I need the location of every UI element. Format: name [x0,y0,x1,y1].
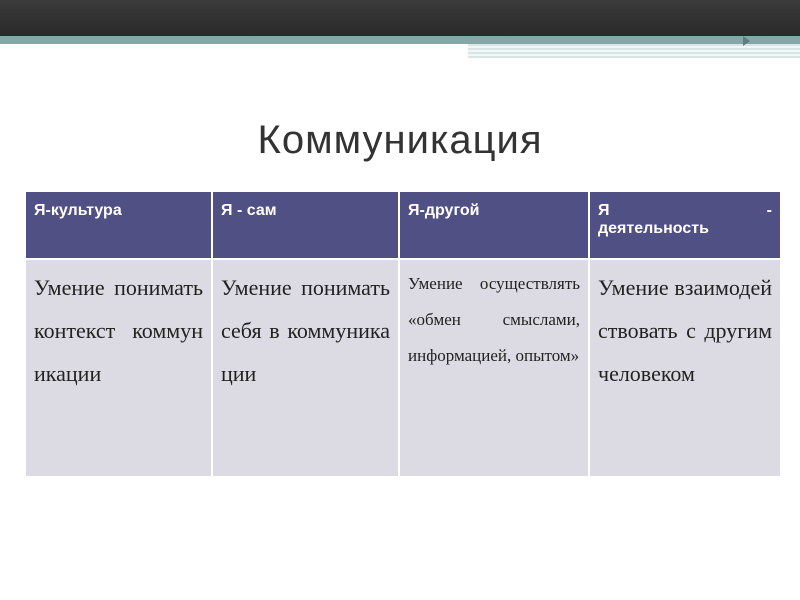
page-title: Коммуникация [257,118,543,162]
table-row [25,259,781,477]
cell-ya-drugoy: Умение осуществлять «обмен смыслами, информацией, опытом» [399,259,589,477]
communication-table [24,190,782,478]
header-ya-sam: Я - сам [212,191,399,259]
cell-ya-deyatelnost: Умение взаимодействовать с другим человеком [589,259,781,477]
table-header-row [25,191,781,259]
cell-ya-kultura: Умение понимать контекст коммуникации [25,259,212,477]
arrow-marker-icon [743,36,750,46]
top-decor-bar [0,0,800,36]
cell-ya-sam: Умение понимать себя в коммуникации [212,259,399,477]
header-ya-deyatelnost-part2: деятельность [598,220,709,237]
header-ya-deyatelnost-dash: - [766,202,772,219]
header-ya-deyatelnost-part1: Я [598,202,610,219]
header-ya-deyatelnost [589,191,781,259]
top-stripe-decor [468,44,800,58]
header-ya-drugoy: Я-другой [399,191,589,259]
top-accent-bar [0,36,800,44]
header-ya-kultura: Я-культура [25,191,212,259]
